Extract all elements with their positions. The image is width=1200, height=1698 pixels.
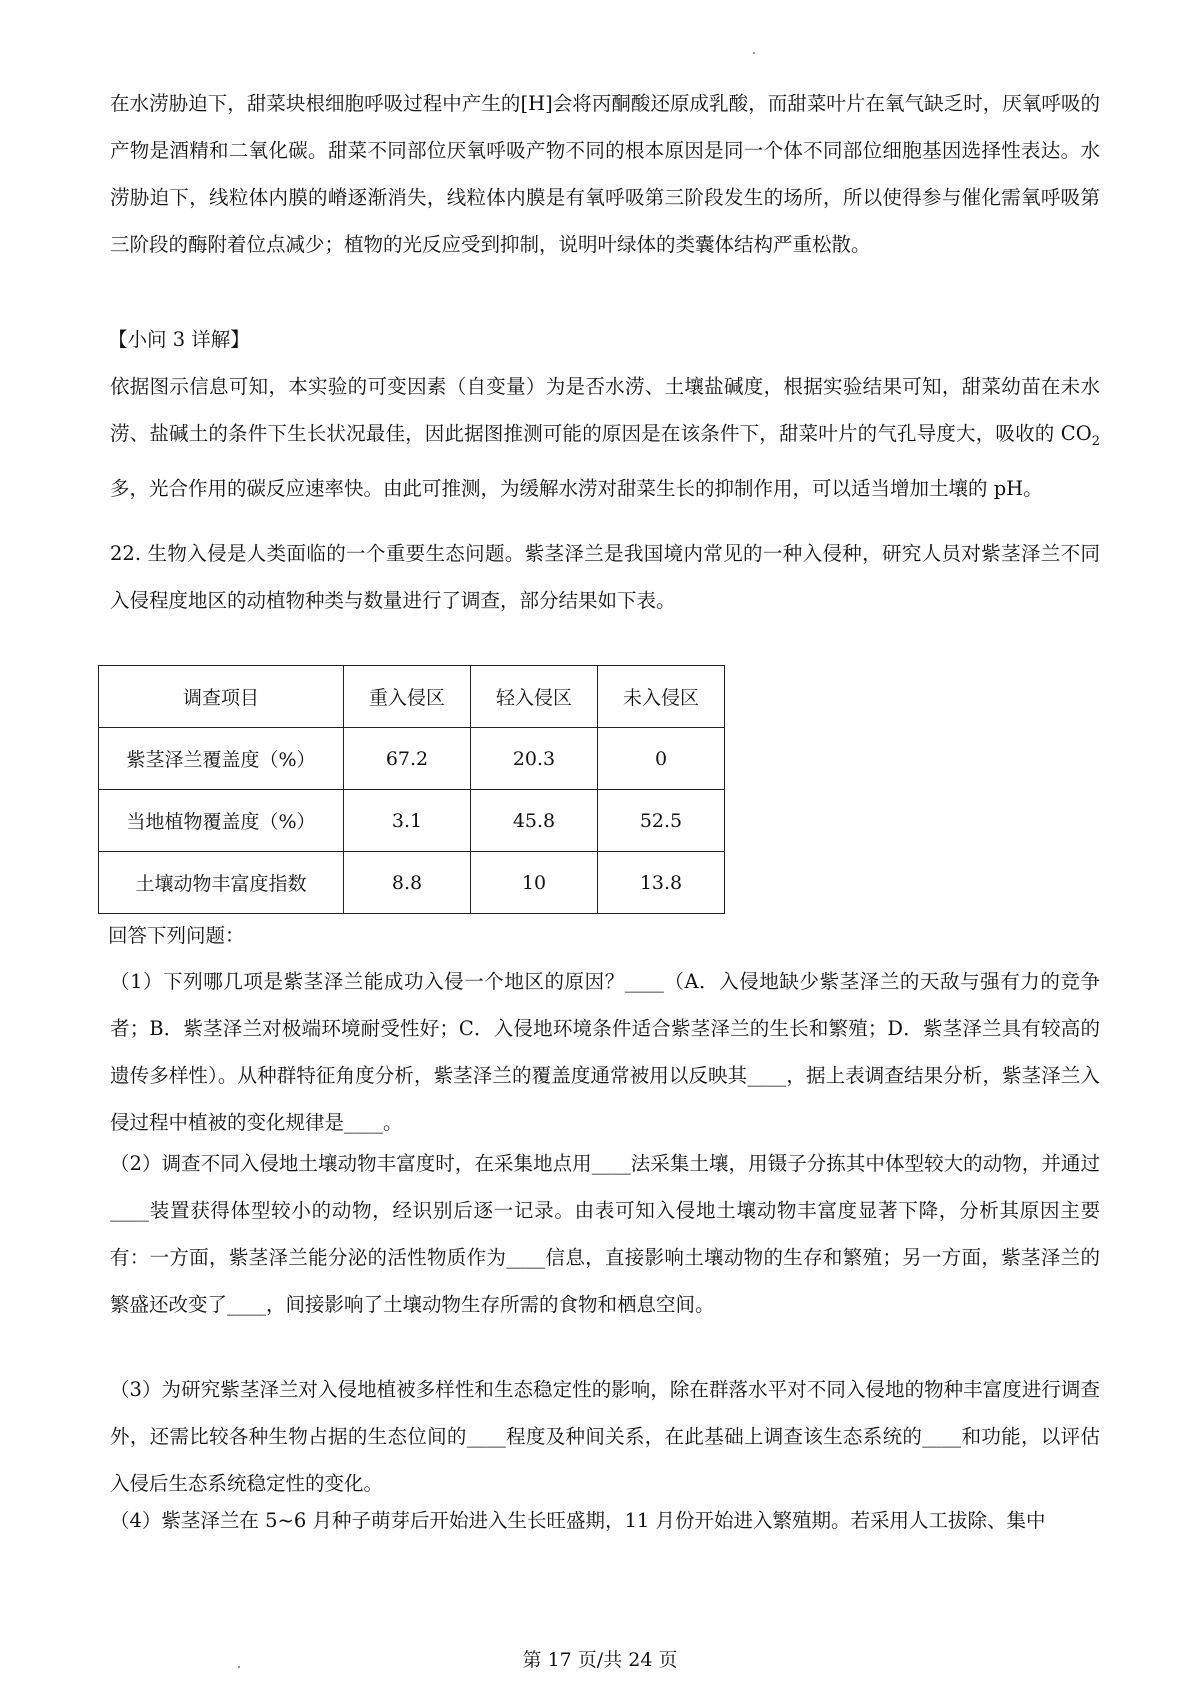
- table-header-row: [99, 666, 725, 728]
- table-cell: 13.8: [598, 852, 725, 914]
- table-cell: 45.8: [471, 790, 598, 852]
- question22-intro: 22. 生物入侵是人类面临的一个重要生态问题。紫茎泽兰是我国境内常见的一种入侵种，研究人员对紫茎泽兰不同入侵程度地区的动植物种类与数量进行了调查，部分结果如下表。: [110, 542, 1100, 612]
- table-cell: 3.1: [344, 790, 471, 852]
- section3-heading: 【小问 3 详解】: [108, 328, 250, 351]
- answer-prompt: 回答下列问题：: [108, 924, 245, 947]
- top-paragraph: 在水涝胁迫下，甜菜块根细胞呼吸过程中产生的[H]会将丙酮酸还原成乳酸，而甜菜叶片在氧气缺乏时，厌氧呼吸的产物是酒精和二氧化碳。甜菜不同部位厌氧呼吸产物不同的根本原因是同一个体不同部位细胞基因选择性表达。水涝胁迫下，线粒体内膜的嵴逐渐消失，线粒体内膜是有氧呼吸第三阶段发生的场所，所以使得参与催化需氧呼吸第三阶段的酶附着位点减少；植物的光反应受到抑制，说明叶绿体的类囊体结构严重松散。: [110, 92, 1100, 256]
- table-header-cell: 重入侵区: [344, 666, 471, 728]
- question-4: （4）紫茎泽兰在 5~6 月种子萌芽后开始进入生长旺盛期，11 月份开始进入繁殖期。若采用人工拔除、集中: [110, 1509, 1046, 1532]
- question-2: （2）调查不同入侵地土壤动物丰富度时，在采集地点用____法采集土壤，用镊子分拣其中体型较大的动物，并通过____装置获得体型较小的动物，经识别后逐一记录。由表可知入侵地土壤动物丰富度显著下降，分析其原因主要有：一方面，紫茎泽兰能分泌的活性物质作为____信息，直接影响土壤动物的生存和繁殖；另一方面，紫茎泽兰的繁盛还改变了____，间接影响了土壤动物生存所需的食物和栖息空间。: [110, 1152, 1100, 1316]
- page-number-footer: 第 17 页/共 24 页: [522, 1649, 678, 1671]
- table-cell: 0: [598, 728, 725, 790]
- table-cell: 8.8: [344, 852, 471, 914]
- section3-paragraph: [110, 363, 1100, 512]
- table-row: [99, 790, 725, 852]
- survey-table: [98, 665, 725, 914]
- table-cell: 67.2: [344, 728, 471, 790]
- table-cell: 10: [471, 852, 598, 914]
- question-3: （3）为研究紫茎泽兰对入侵地植被多样性和生态稳定性的影响，除在群落水平对不同入侵地的物种丰富度进行调查外，还需比较各种生物占据的生态位间的____程度及种间关系，在此基础上调查该生态系统的____和功能，以评估入侵后生态系统稳定性的变化。: [110, 1378, 1100, 1495]
- table-row: [99, 728, 725, 790]
- table-cell: 20.3: [471, 728, 598, 790]
- table-cell: 紫茎泽兰覆盖度（%）: [99, 728, 344, 790]
- table-header-cell: 轻入侵区: [471, 666, 598, 728]
- table-header-cell: 调查项目: [99, 666, 344, 728]
- table-cell: 当地植物覆盖度（%）: [99, 790, 344, 852]
- section3-text-after: 多，光合作用的碳反应速率快。由此可推测，为缓解水涝对甜菜生长的抑制作用，可以适当增加土壤的 pH。: [110, 476, 1043, 500]
- co2-subscript: 2: [1091, 433, 1100, 449]
- table-header-cell: 未入侵区: [598, 666, 725, 728]
- question-1: （1）下列哪几项是紫茎泽兰能成功入侵一个地区的原因？____（A．入侵地缺少紫茎泽兰的天敌与强有力的竞争者；B．紫茎泽兰对极端环境耐受性好；C．入侵地环境条件适合紫茎泽兰的生长和繁殖；D．紫茎泽兰具有较高的遗传多样性）。从种群特征角度分析，紫茎泽兰的覆盖度通常被用以反映其____，据上表调查结果分析，紫茎泽兰入侵过程中植被的变化规律是____。: [110, 970, 1100, 1134]
- table-cell: 52.5: [598, 790, 725, 852]
- scan-speck: [753, 52, 755, 54]
- table-cell: 土壤动物丰富度指数: [99, 852, 344, 914]
- section3-text-before: 依据图示信息可知，本实验的可变因素（自变量）为是否水涝、土壤盐碱度，根据实验结果可知，甜菜幼苗在未水涝、盐碱土的条件下生长状况最佳，因此据图推测可能的原因是在该条件下，甜菜叶片的气孔导度大，吸收的 CO: [110, 375, 1100, 445]
- table-row: [99, 852, 725, 914]
